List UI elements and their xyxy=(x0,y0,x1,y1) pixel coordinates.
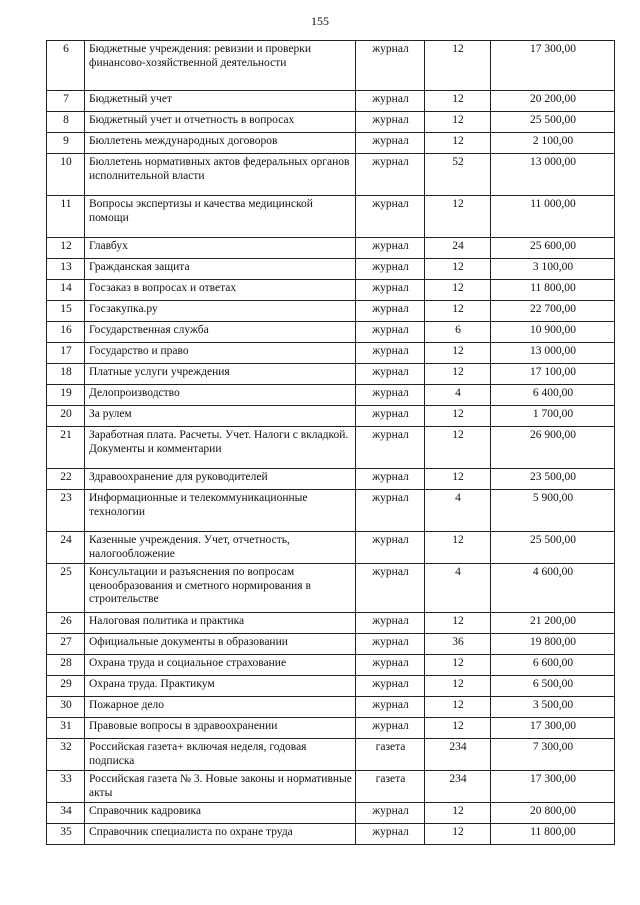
publication-type: журнал xyxy=(356,613,425,634)
table-row xyxy=(47,490,615,532)
row-number: 20 xyxy=(47,406,85,427)
issues-count: 12 xyxy=(425,91,491,112)
publication-type: газета xyxy=(356,739,425,771)
row-number: 18 xyxy=(47,364,85,385)
price: 7 300,00 xyxy=(491,739,615,771)
table-row xyxy=(47,655,615,676)
publication-type: журнал xyxy=(356,676,425,697)
table-row xyxy=(47,280,615,301)
publication-title: Информационные и телекоммуникационные технологии xyxy=(85,490,356,532)
publication-type: журнал xyxy=(356,718,425,739)
issues-count: 12 xyxy=(425,196,491,238)
publication-title: Консультации и разъяснения по вопросам ценообразования и сметного нормирования в строительстве xyxy=(85,564,356,613)
publication-title: Делопроизводство xyxy=(85,385,356,406)
price: 3 100,00 xyxy=(491,259,615,280)
publication-title: Российская газета+ включая неделя, годовая подписка xyxy=(85,739,356,771)
table-row xyxy=(47,238,615,259)
table-row xyxy=(47,824,615,845)
publication-title: Казенные учреждения. Учет, отчетность, налогообложение xyxy=(85,532,356,564)
row-number: 11 xyxy=(47,196,85,238)
row-number: 6 xyxy=(47,41,85,91)
publication-type: журнал xyxy=(356,259,425,280)
price: 20 200,00 xyxy=(491,91,615,112)
issues-count: 12 xyxy=(425,427,491,469)
publication-type: журнал xyxy=(356,634,425,655)
issues-count: 12 xyxy=(425,112,491,133)
row-number: 15 xyxy=(47,301,85,322)
publication-type: журнал xyxy=(356,385,425,406)
issues-count: 12 xyxy=(425,655,491,676)
table-row xyxy=(47,803,615,824)
row-number: 30 xyxy=(47,697,85,718)
publication-title: Справочник специалиста по охране труда xyxy=(85,824,356,845)
publication-type: журнал xyxy=(356,697,425,718)
table-row xyxy=(47,634,615,655)
table-row xyxy=(47,91,615,112)
table-row xyxy=(47,406,615,427)
price: 25 500,00 xyxy=(491,532,615,564)
publication-title: Госзаказ в вопросах и ответах xyxy=(85,280,356,301)
publication-type: журнал xyxy=(356,196,425,238)
table-row xyxy=(47,133,615,154)
issues-count: 24 xyxy=(425,238,491,259)
issues-count: 12 xyxy=(425,803,491,824)
table-row xyxy=(47,532,615,564)
publication-title: Заработная плата. Расчеты. Учет. Налоги с вкладкой. Документы и комментарии xyxy=(85,427,356,469)
price: 25 500,00 xyxy=(491,112,615,133)
publication-title: Пожарное дело xyxy=(85,697,356,718)
row-number: 21 xyxy=(47,427,85,469)
publication-title: Охрана труда и социальное страхование xyxy=(85,655,356,676)
table-row xyxy=(47,771,615,803)
price: 17 300,00 xyxy=(491,718,615,739)
table-row xyxy=(47,322,615,343)
row-number: 8 xyxy=(47,112,85,133)
publication-title: Бюджетный учет и отчетность в вопросах xyxy=(85,112,356,133)
publication-type: журнал xyxy=(356,154,425,196)
price: 13 000,00 xyxy=(491,154,615,196)
price: 23 500,00 xyxy=(491,469,615,490)
publication-title: Налоговая политика и практика xyxy=(85,613,356,634)
table-row xyxy=(47,676,615,697)
publication-type: журнал xyxy=(356,301,425,322)
row-number: 35 xyxy=(47,824,85,845)
row-number: 33 xyxy=(47,771,85,803)
publication-type: журнал xyxy=(356,280,425,301)
row-number: 23 xyxy=(47,490,85,532)
row-number: 29 xyxy=(47,676,85,697)
table-row xyxy=(47,385,615,406)
publication-type: журнал xyxy=(356,343,425,364)
publication-type: журнал xyxy=(356,803,425,824)
price: 13 000,00 xyxy=(491,343,615,364)
table-row xyxy=(47,301,615,322)
price: 11 800,00 xyxy=(491,824,615,845)
issues-count: 234 xyxy=(425,771,491,803)
publication-type: журнал xyxy=(356,427,425,469)
row-number: 24 xyxy=(47,532,85,564)
row-number: 26 xyxy=(47,613,85,634)
table-row xyxy=(47,259,615,280)
publication-type: журнал xyxy=(356,91,425,112)
publication-title: Главбух xyxy=(85,238,356,259)
table-row xyxy=(47,718,615,739)
publication-type: журнал xyxy=(356,133,425,154)
publication-title: Здравоохранение для руководителей xyxy=(85,469,356,490)
price: 26 900,00 xyxy=(491,427,615,469)
publication-title: Государство и право xyxy=(85,343,356,364)
table-row xyxy=(47,41,615,91)
table-row xyxy=(47,364,615,385)
publication-title: Гражданская защита xyxy=(85,259,356,280)
publication-title: Бюджетные учреждения: ревизии и проверки финансово-хозяйственной деятельности xyxy=(85,41,356,91)
price: 11 000,00 xyxy=(491,196,615,238)
publication-title: Вопросы экспертизы и качества медицинской помощи xyxy=(85,196,356,238)
issues-count: 12 xyxy=(425,406,491,427)
publication-type: газета xyxy=(356,771,425,803)
publication-title: Платные услуги учреждения xyxy=(85,364,356,385)
publication-type: журнал xyxy=(356,112,425,133)
issues-count: 12 xyxy=(425,676,491,697)
row-number: 28 xyxy=(47,655,85,676)
row-number: 19 xyxy=(47,385,85,406)
issues-count: 4 xyxy=(425,385,491,406)
publication-type: журнал xyxy=(356,824,425,845)
publication-type: журнал xyxy=(356,322,425,343)
price: 4 600,00 xyxy=(491,564,615,613)
issues-count: 12 xyxy=(425,41,491,91)
issues-count: 4 xyxy=(425,564,491,613)
table-row xyxy=(47,112,615,133)
publication-title: Официальные документы в образовании xyxy=(85,634,356,655)
issues-count: 12 xyxy=(425,364,491,385)
publication-title: Справочник кадровика xyxy=(85,803,356,824)
price: 6 400,00 xyxy=(491,385,615,406)
price: 21 200,00 xyxy=(491,613,615,634)
publication-type: журнал xyxy=(356,406,425,427)
publication-title: Бюджетный учет xyxy=(85,91,356,112)
price: 22 700,00 xyxy=(491,301,615,322)
publication-type: журнал xyxy=(356,532,425,564)
table-row xyxy=(47,469,615,490)
table-row xyxy=(47,564,615,613)
price: 11 800,00 xyxy=(491,280,615,301)
row-number: 12 xyxy=(47,238,85,259)
table-row xyxy=(47,613,615,634)
publication-title: Бюллетень нормативных актов федеральных органов исполнительной власти xyxy=(85,154,356,196)
row-number: 34 xyxy=(47,803,85,824)
row-number: 25 xyxy=(47,564,85,613)
issues-count: 12 xyxy=(425,613,491,634)
publication-title: Правовые вопросы в здравоохранении xyxy=(85,718,356,739)
issues-count: 12 xyxy=(425,532,491,564)
publication-type: журнал xyxy=(356,41,425,91)
publication-title: Бюллетень международных договоров xyxy=(85,133,356,154)
table-body xyxy=(47,41,615,845)
issues-count: 4 xyxy=(425,490,491,532)
publication-title: Государственная служба xyxy=(85,322,356,343)
row-number: 16 xyxy=(47,322,85,343)
issues-count: 12 xyxy=(425,824,491,845)
price: 2 100,00 xyxy=(491,133,615,154)
row-number: 9 xyxy=(47,133,85,154)
publication-type: журнал xyxy=(356,564,425,613)
price: 17 300,00 xyxy=(491,41,615,91)
row-number: 14 xyxy=(47,280,85,301)
row-number: 27 xyxy=(47,634,85,655)
publication-type: журнал xyxy=(356,490,425,532)
row-number: 32 xyxy=(47,739,85,771)
publication-title: За рулем xyxy=(85,406,356,427)
publication-type: журнал xyxy=(356,364,425,385)
price: 6 500,00 xyxy=(491,676,615,697)
price: 25 600,00 xyxy=(491,238,615,259)
row-number: 10 xyxy=(47,154,85,196)
price: 3 500,00 xyxy=(491,697,615,718)
issues-count: 12 xyxy=(425,301,491,322)
issues-count: 12 xyxy=(425,718,491,739)
table-row xyxy=(47,427,615,469)
price: 10 900,00 xyxy=(491,322,615,343)
price: 20 800,00 xyxy=(491,803,615,824)
price: 19 800,00 xyxy=(491,634,615,655)
row-number: 17 xyxy=(47,343,85,364)
page-number: 155 xyxy=(311,14,329,28)
issues-count: 12 xyxy=(425,280,491,301)
table-row xyxy=(47,154,615,196)
publication-title: Охрана труда. Практикум xyxy=(85,676,356,697)
price: 6 600,00 xyxy=(491,655,615,676)
publication-type: журнал xyxy=(356,238,425,259)
publication-type: журнал xyxy=(356,469,425,490)
issues-count: 12 xyxy=(425,133,491,154)
subscription-table xyxy=(46,40,615,845)
table-row xyxy=(47,343,615,364)
issues-count: 36 xyxy=(425,634,491,655)
publication-type: журнал xyxy=(356,655,425,676)
row-number: 13 xyxy=(47,259,85,280)
price: 5 900,00 xyxy=(491,490,615,532)
issues-count: 12 xyxy=(425,697,491,718)
issues-count: 234 xyxy=(425,739,491,771)
issues-count: 12 xyxy=(425,259,491,280)
table-row xyxy=(47,697,615,718)
publication-title: Госзакупка.ру xyxy=(85,301,356,322)
issues-count: 12 xyxy=(425,469,491,490)
table-row xyxy=(47,196,615,238)
issues-count: 6 xyxy=(425,322,491,343)
issues-count: 52 xyxy=(425,154,491,196)
row-number: 22 xyxy=(47,469,85,490)
row-number: 7 xyxy=(47,91,85,112)
price: 17 300,00 xyxy=(491,771,615,803)
row-number: 31 xyxy=(47,718,85,739)
price: 1 700,00 xyxy=(491,406,615,427)
publication-title: Российская газета № 3. Новые законы и нормативные акты xyxy=(85,771,356,803)
table-row xyxy=(47,739,615,771)
issues-count: 12 xyxy=(425,343,491,364)
price: 17 100,00 xyxy=(491,364,615,385)
